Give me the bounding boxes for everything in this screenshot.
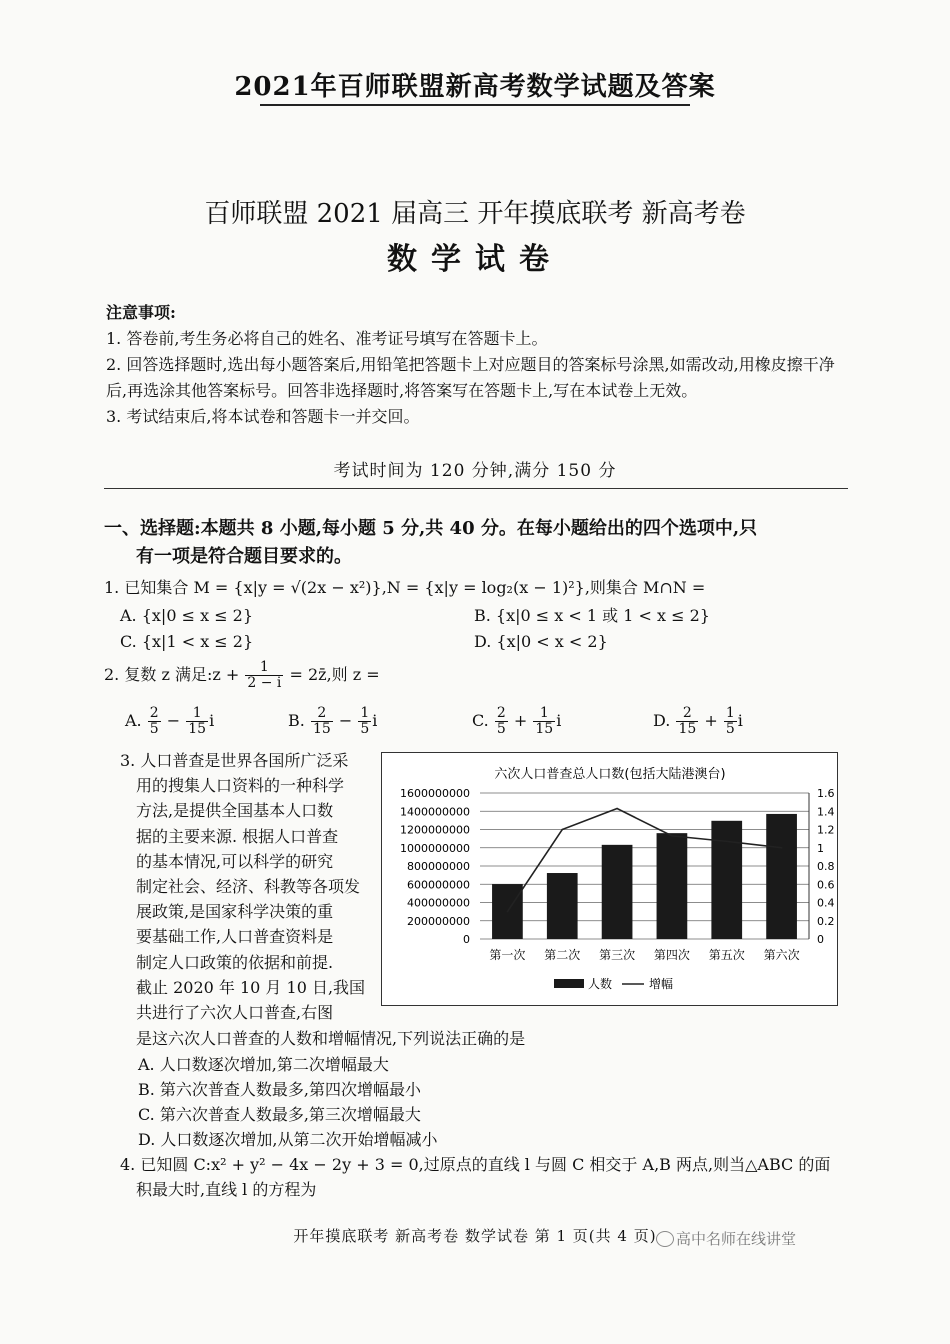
growth-point <box>781 847 783 849</box>
q3-option-d: D. 人口数逐次增加,从第二次开始增幅减小 <box>138 1130 438 1149</box>
y-tick-label: 1000000000 <box>400 841 470 855</box>
y2-tick-label: 0.6 <box>817 878 835 892</box>
q2-option-a <box>125 706 214 737</box>
title-underline <box>260 104 690 106</box>
document-title: 2021年百师联盟新高考数学试题及答案 <box>234 72 716 102</box>
growth-point <box>507 911 509 913</box>
section-heading-line2: 有一项是符合题目要求的。 <box>136 546 352 567</box>
q3-text-line: 3. 人口普查是世界各国所广泛采 <box>120 751 349 770</box>
q3-text-line: 用的搜集人口资料的一种科学 <box>136 776 345 796</box>
q3-text-line: 方法,是提供全国基本人口数 <box>136 801 334 821</box>
q3-text <box>120 748 376 1025</box>
notes-block <box>106 300 851 430</box>
growth-point <box>726 841 728 843</box>
fraction-numerator: 2 <box>496 705 506 721</box>
separator-line <box>104 488 848 489</box>
chart-bar <box>602 845 633 939</box>
imaginary-unit: i <box>556 711 562 730</box>
fraction <box>676 706 698 737</box>
fraction-denominator: 5 <box>149 721 159 737</box>
exam-title: 百师联盟 2021 届高三 开年摸底联考 新高考卷 <box>204 199 746 229</box>
exam-time-note: 考试时间为 120 分钟,满分 150 分 <box>333 461 617 481</box>
q3-option-c: C. 第六次普查人数最多,第三次增幅最大 <box>138 1105 421 1124</box>
operator: − <box>166 711 181 730</box>
operator: + <box>513 711 528 730</box>
y2-tick-label: 0 <box>817 933 824 946</box>
q2-stem <box>104 660 380 691</box>
fraction-denominator: 15 <box>312 721 331 737</box>
chart-bar <box>766 814 797 939</box>
legend-label-bar: 人数 <box>588 977 613 991</box>
fraction-numerator: 1 <box>186 706 208 722</box>
y-tick-label: 1200000000 <box>400 823 470 837</box>
q3-text-line: 展政策,是国家科学决策的重 <box>136 902 334 922</box>
y2-tick-label: 1.4 <box>817 805 835 819</box>
watermark-text: 高中名师在线讲堂 <box>676 1230 797 1248</box>
fraction-denominator: 2 − i <box>247 675 282 691</box>
q1-option-d: D. {x|0 < x < 2} <box>474 632 608 651</box>
fraction-denominator: 15 <box>678 721 697 737</box>
fraction-denominator: 5 <box>725 721 735 737</box>
imaginary-unit: i <box>737 711 743 730</box>
option-label: A. <box>125 711 142 730</box>
fraction <box>533 706 555 737</box>
x-tick-label: 第六次 <box>763 948 800 962</box>
q2-stem-fraction <box>245 660 283 691</box>
fraction <box>186 706 208 737</box>
q3-option-b: B. 第六次普查人数最多,第四次增幅最小 <box>138 1080 422 1099</box>
q3-stem-continued: 是这六次人口普查的人数和增幅情况,下列说法正确的是 <box>136 1029 526 1048</box>
census-chart <box>381 752 838 1006</box>
fraction-numerator: 1 <box>725 705 735 721</box>
page-footer: 开年摸底联考 新高考卷 数学试卷 第 1 页(共 4 页) <box>293 1227 657 1245</box>
y2-tick-label: 0.2 <box>817 914 835 928</box>
fraction-numerator: 2 <box>149 705 159 721</box>
fraction-numerator: 2 <box>311 706 333 722</box>
q3-text-line: 据的主要来源. 根据人口普查 <box>136 826 339 846</box>
section-heading <box>104 515 854 571</box>
q3-option-a: A. 人口数逐次增加,第二次增幅最大 <box>138 1055 389 1074</box>
note-item: 2. 回答选择题时,选出每小题答案后,用铅笔把答题卡上对应题目的答案标号涂黑,如需改动,用橡皮擦干净后,再选涂其他答案标号。回答非选择题时,将答案写在答题卡上,写在本试卷上无效。 <box>106 355 835 400</box>
q1-stem: 1. 已知集合 M = {x|y = √(2x − x²)},N = {x|y = log₂(x − 1)²},则集合 M∩N = <box>104 578 706 597</box>
q1-option-b: B. {x|0 ≤ x < 1 或 1 < x ≤ 2} <box>474 606 710 625</box>
growth-point <box>616 808 618 810</box>
q1-option-a: A. {x|0 ≤ x ≤ 2} <box>120 606 254 625</box>
fraction-numerator: 1 <box>245 660 283 676</box>
y-tick-label: 1600000000 <box>400 787 470 800</box>
note-item: 3. 考试结束后,将本试卷和答题卡一并交回。 <box>106 407 420 426</box>
fraction-denominator: 5 <box>360 721 370 737</box>
y-tick-label: 600000000 <box>407 878 470 892</box>
y2-tick-label: 1.2 <box>817 823 835 837</box>
notes-heading: 注意事项: <box>106 303 176 322</box>
census-chart-svg <box>382 753 837 1005</box>
q3-text-line: 的基本情况,可以科学的研究 <box>136 851 334 871</box>
x-tick-label: 第五次 <box>708 948 745 962</box>
fraction-numerator: 1 <box>360 705 370 721</box>
q4-line2: 积最大时,直线 l 的方程为 <box>136 1180 317 1199</box>
chart-bar <box>657 833 688 939</box>
q4-line1: 4. 已知圆 C:x² + y² − 4x − 2y + 3 = 0,过原点的直线 l 与圆 C 相交于 A,B 两点,则当△ABC 的面 <box>120 1155 831 1174</box>
legend-swatch-bar <box>554 979 584 988</box>
y2-tick-label: 0.4 <box>817 896 835 910</box>
fraction <box>311 706 333 737</box>
section-heading-line1: 一、选择题:本题共 8 小题,每小题 5 分,共 40 分。在每小题给出的四个选项中,只 <box>104 518 758 539</box>
x-tick-label: 第四次 <box>653 948 690 962</box>
q3-text-line: 共进行了六次人口普查,右图 <box>136 1003 334 1023</box>
q3-text-line: 制定社会、经济、科教等各项发 <box>136 877 361 897</box>
growth-point <box>561 829 563 831</box>
fraction-numerator: 2 <box>676 706 698 722</box>
fraction-denominator: 5 <box>496 721 506 737</box>
q1-option-c: C. {x|1 < x ≤ 2} <box>120 632 254 651</box>
fraction <box>495 706 508 737</box>
subject-title: 数学试卷 <box>387 242 563 277</box>
y-tick-label: 400000000 <box>407 896 470 910</box>
q2-option-c <box>472 706 561 737</box>
y-tick-label: 0 <box>463 933 470 946</box>
q3-text-line: 截止 2020 年 10 月 10 日,我国 <box>136 977 366 997</box>
note-item: 1. 答卷前,考生务必将自己的姓名、准考证号填写在答题卡上。 <box>106 329 548 348</box>
wechat-icon <box>656 1231 674 1247</box>
operator: + <box>704 711 718 730</box>
fraction-denominator: 15 <box>188 721 207 737</box>
operator: − <box>338 711 353 730</box>
option-label: C. <box>472 711 489 730</box>
x-tick-label: 第一次 <box>489 948 526 962</box>
y-tick-label: 800000000 <box>407 860 470 873</box>
fraction <box>358 706 371 737</box>
q3-text-line: 制定人口政策的依据和前提. <box>136 952 334 972</box>
chart-bar <box>547 873 578 939</box>
q2-stem-pre: 2. 复数 z 满足:z + <box>104 665 240 684</box>
q3-text-line: 要基础工作,人口普查资料是 <box>136 927 334 947</box>
imaginary-unit: i <box>209 711 215 730</box>
y-tick-label: 1400000000 <box>400 805 470 819</box>
x-tick-label: 第二次 <box>544 948 581 962</box>
growth-point <box>671 835 673 837</box>
chart-title: 六次人口普查总人口数(包括大陆港澳台) <box>494 767 726 782</box>
fraction <box>724 706 737 737</box>
imaginary-unit: i <box>372 711 378 730</box>
option-label: D. <box>653 711 671 730</box>
option-label: B. <box>288 711 305 730</box>
chart-bar <box>711 821 742 939</box>
q2-option-b <box>288 706 377 737</box>
y-tick-label: 200000000 <box>407 914 470 928</box>
legend-label-line: 增幅 <box>649 977 674 991</box>
fraction-numerator: 1 <box>533 706 555 722</box>
y2-tick-label: 1 <box>817 841 824 855</box>
fraction <box>148 706 161 737</box>
x-tick-label: 第三次 <box>599 948 636 962</box>
q2-option-d <box>653 706 743 737</box>
y2-tick-label: 0.8 <box>817 860 835 873</box>
fraction-denominator: 15 <box>535 721 554 737</box>
q2-stem-post: = 2z̄,则 z = <box>289 665 380 684</box>
y2-tick-label: 1.6 <box>817 787 835 800</box>
